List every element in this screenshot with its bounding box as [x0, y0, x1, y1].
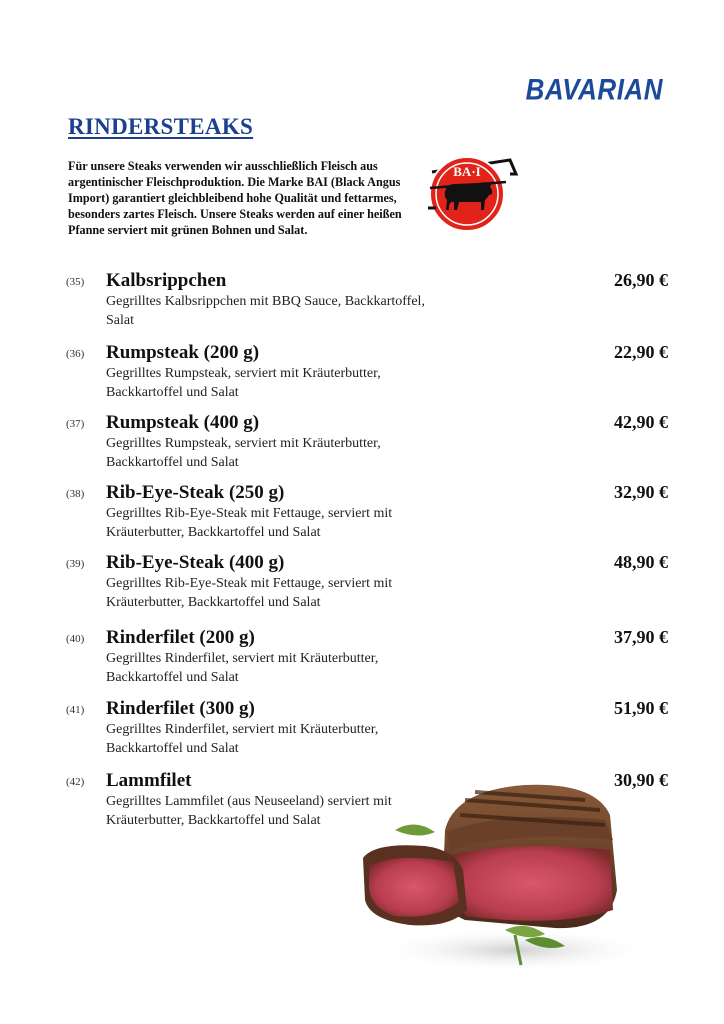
item-price: 42,90 €	[614, 412, 668, 432]
item-name: Rumpsteak (400 g)	[106, 412, 260, 433]
item-number: (36)	[66, 348, 85, 360]
item-description: Gegrilltes Rumpsteak, serviert mit Kräuterbutter, Backkartoffel und Salat	[106, 366, 381, 400]
item-description: Gegrilltes Rinderfilet, serviert mit Kräuterbutter, Backkartoffel und Salat	[106, 722, 379, 756]
item-price: 48,90 €	[614, 552, 668, 572]
item-price: 37,90 €	[614, 627, 668, 647]
item-description: Gegrilltes Rinderfilet, serviert mit Kräuterbutter, Backkartoffel und Salat	[106, 651, 379, 685]
item-number: (38)	[66, 488, 85, 500]
item-number: (42)	[66, 776, 85, 788]
item-number: (37)	[66, 418, 85, 430]
item-description: Gegrilltes Rib-Eye-Steak mit Fettauge, serviert mit Kräuterbutter, Backkartoffel und Salat	[106, 576, 393, 610]
badge-label: BA·I	[453, 164, 481, 179]
steak-image	[355, 770, 655, 980]
item-price: 30,90 €	[614, 770, 668, 790]
item-description: Gegrilltes Rib-Eye-Steak mit Fettauge, serviert mit Kräuterbutter, Backkartoffel und Salat	[106, 506, 393, 540]
item-description: Gegrilltes Rumpsteak, serviert mit Kräuterbutter, Backkartoffel und Salat	[106, 436, 381, 470]
item-description: Gegrilltes Lammfilet (aus Neuseeland) serviert mit Kräuterbutter, Backkartoffel und Salat	[106, 794, 392, 828]
item-number: (41)	[66, 704, 85, 716]
item-price: 22,90 €	[614, 342, 668, 362]
bavarian-logo: BAVARIAN	[525, 71, 663, 107]
item-name: Lammfilet	[106, 770, 192, 791]
item-name: Kalbsrippchen	[106, 270, 227, 291]
item-number: (35)	[66, 276, 85, 288]
item-description: Gegrilltes Kalbsrippchen mit BBQ Sauce, Backkartoffel, Salat	[106, 294, 425, 328]
item-price: 26,90 €	[614, 270, 668, 290]
bai-bull-logo-icon	[422, 150, 520, 238]
item-number: (40)	[66, 633, 85, 645]
item-name: Rib-Eye-Steak (400 g)	[106, 552, 285, 573]
item-price: 51,90 €	[614, 698, 668, 718]
item-price: 32,90 €	[614, 482, 668, 502]
item-name: Rumpsteak (200 g)	[106, 342, 260, 363]
item-name: Rib-Eye-Steak (250 g)	[106, 482, 285, 503]
item-name: Rinderfilet (300 g)	[106, 698, 255, 719]
item-number: (39)	[66, 558, 85, 570]
intro-text: Für unsere Steaks verwenden wir ausschließlich Fleisch aus argentinischer Fleischproduktion. Die Marke BAI (Black Angus Import) garantiert gleichbleibend hohe Qualität und fettarmes, besonders zartes Fleisch. Unsere Steaks werden auf einer heißen Pfanne serviert mit grünen Bohnen und Salat.	[68, 159, 402, 237]
page-title: RINDERSTEAKS	[68, 114, 254, 139]
item-name: Rinderfilet (200 g)	[106, 627, 255, 648]
